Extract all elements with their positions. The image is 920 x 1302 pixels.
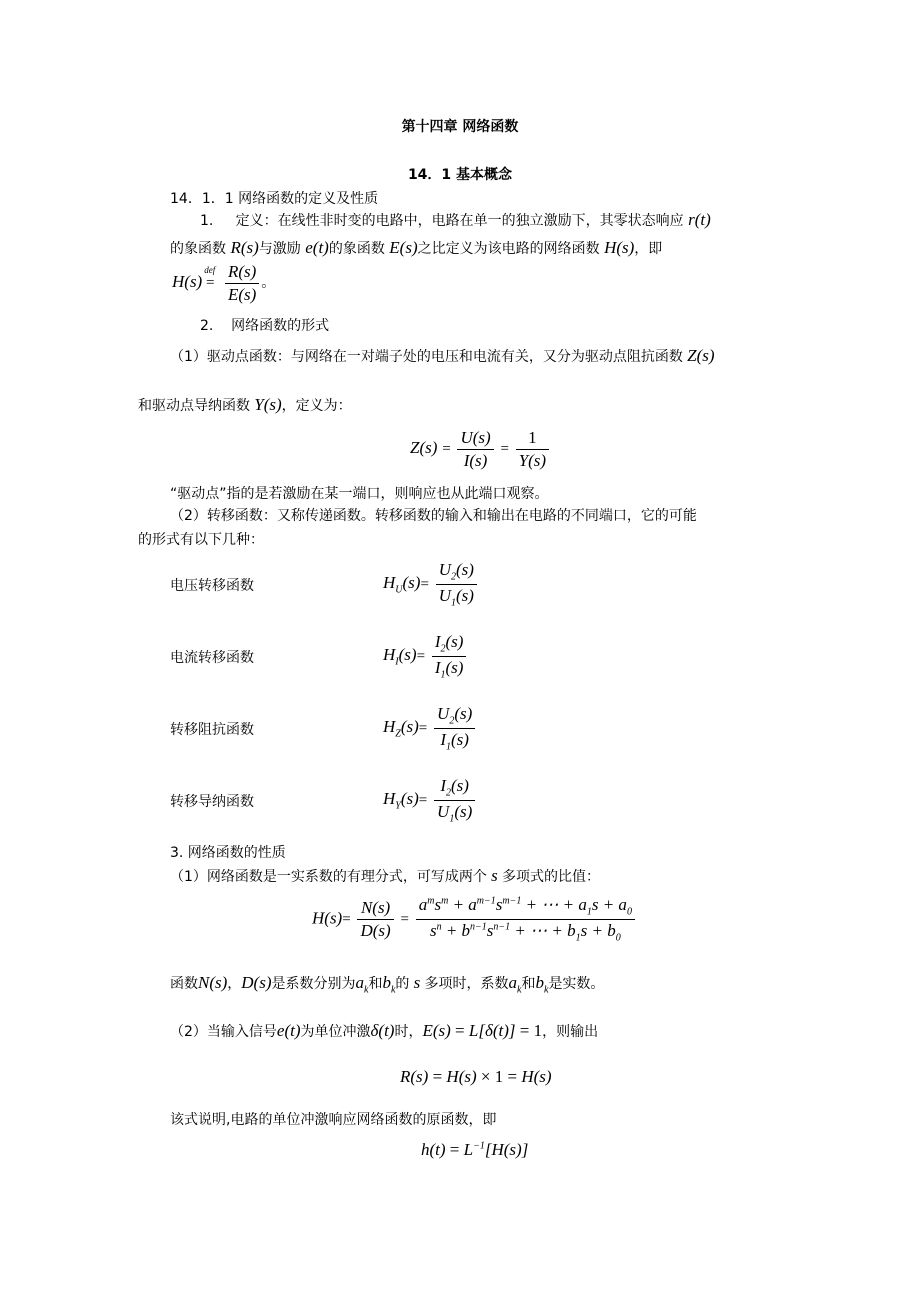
transfer-label-impedance: 转移阻抗函数 <box>170 722 254 738</box>
formula-r-t: r(t) <box>688 210 711 229</box>
inverse-formula: $h(t) = L^{-1}[H(s)]$ <box>421 1140 529 1159</box>
property-2: （2）当输入信号e(t)为单位冲激δ(t)时，E(s) = L[δ(t)] = 1，则输出 <box>170 1021 599 1040</box>
definition-line-2: 的象函数 R(s)与激励 e(t)的象函数 E(s)之比定义为该电路的网络函数 H(s)，即 <box>170 238 663 257</box>
driving-point-line-1: （1）驱动点函数：与网络在一对端子处的电压和电流有关，又分为驱动点阻抗函数 Z(s) <box>170 346 715 365</box>
transfer-formula-admittance: $H_Y(s)=$ $\frac{I_2(s)}{U_1(s)}$ <box>383 776 477 825</box>
driving-point-note: “驱动点”指的是若激励在某一端口，则响应也从此端口观察。 <box>170 486 549 502</box>
definition-formula: H(s) def = $\frac{R(s)}{E(s)}$ 。 <box>172 262 276 304</box>
impulse-note: 该式说明,电路的单位冲激响应网络函数的原函数，即 <box>170 1112 497 1128</box>
definition-line-1: 1. 定义：在线性非时变的电路中，电路在单一的独立激励下，其零状态响应 r(t) <box>200 210 711 229</box>
item-2: 2. 网络函数的形式 <box>200 318 330 334</box>
transfer-formula-impedance: $H_Z(s)=$ $\frac{U_2(s)}{I_1(s)}$ <box>383 704 477 753</box>
transfer-formula-current: $H_I(s)=$ $\frac{I_2(s)}{I_1(s)}$ <box>383 632 468 681</box>
subsection-heading: 14．1．1 网络函数的定义及性质 <box>170 191 379 207</box>
chapter-title: 第十四章 网络函数 <box>401 119 519 135</box>
driving-point-formula: Z(s) = $\frac{U(s)}{I(s)}$ = $\frac{1}{Y(s)}$ <box>410 428 551 470</box>
transfer-formula-voltage: $H_U(s)=$ $\frac{U_2(s)}{U_1(s)}$ <box>383 560 479 609</box>
properties-heading: 3. 网络函数的性质 <box>170 845 286 861</box>
driving-point-line-2: 和驱动点导纳函数 Y(s)，定义为： <box>138 395 352 414</box>
transfer-label-admittance: 转移导纳函数 <box>170 794 254 810</box>
transfer-label-current: 电流转移函数 <box>170 650 254 666</box>
transfer-line-2: 的形式有以下几种： <box>138 532 264 548</box>
transfer-label-voltage: 电压转移函数 <box>170 578 254 594</box>
output-formula: R(s) = H(s) × 1 = H(s) <box>400 1067 552 1086</box>
property-1-note: 函数N(s)，D(s)是系数分别为$a_k$和$b_k$的 s 多项时，系数$a_k$和$b_k$是实数。 <box>170 973 605 996</box>
transfer-line-1: （2）转移函数：又称传递函数。转移函数的输入和输出在电路的不同端口，它的可能 <box>170 508 697 524</box>
rational-formula: H(s)= $\frac{N(s)}{D(s)}$ = $\frac{a^ms^m + a^{m-1}s^{m-1} + \cdots + a_1s + a_0}{s^n + b^{n-1}s^{n-1} + \cdots + b_1s + b_0}$ <box>312 895 637 944</box>
property-1: （1）网络函数是一实系数的有理分式，可写成两个 s 多项式的比值： <box>170 866 601 885</box>
section-title: 14．1 基本概念 <box>407 167 513 183</box>
